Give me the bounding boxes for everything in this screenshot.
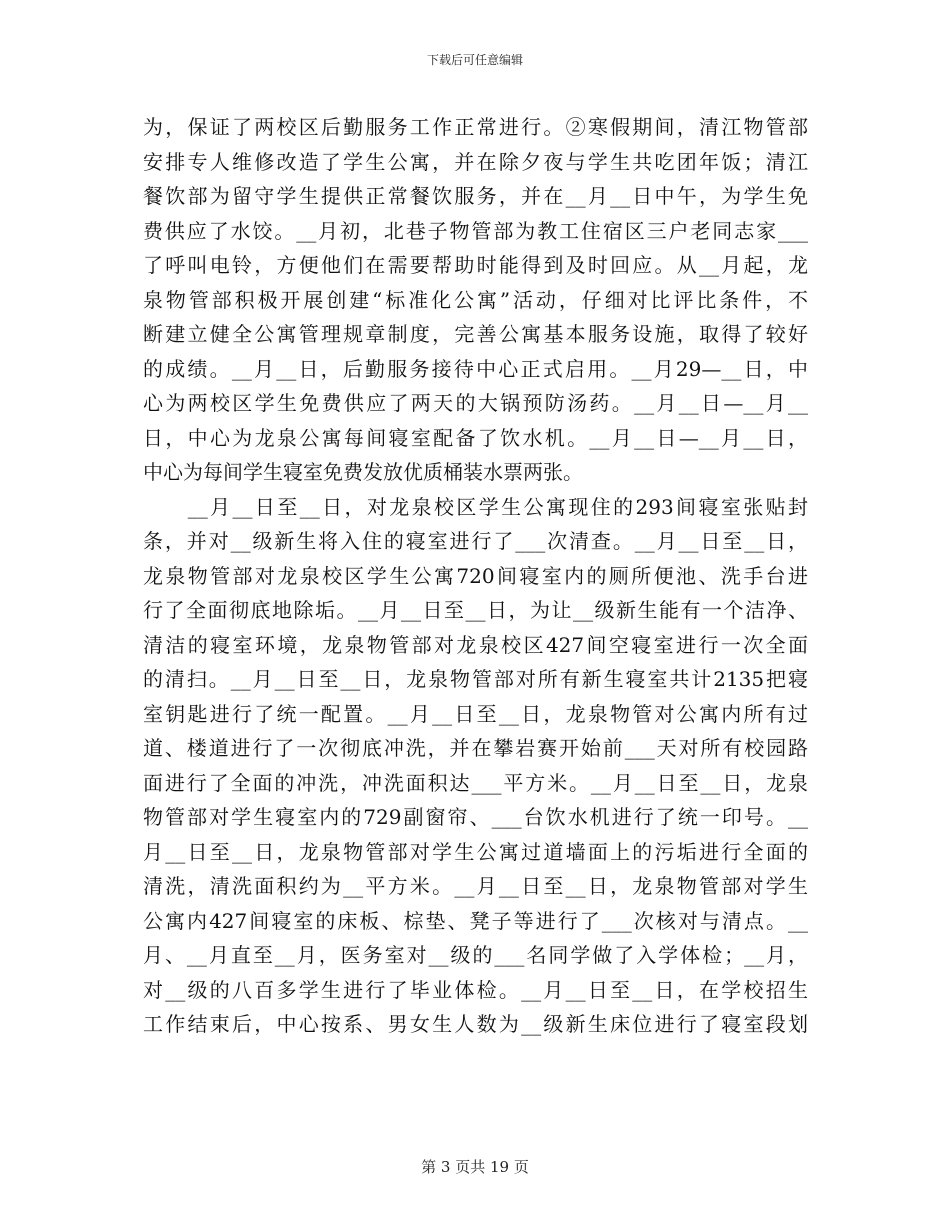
text-line: 清洗，清洗面积约为__平方米。__月__日至__日，龙泉物管部对学生 bbox=[143, 874, 808, 898]
text-line: 月、__月直至__月，医务室对__级的___名同学做了入学体检；__月， bbox=[143, 943, 808, 967]
text-line: 条，并对__级新生将入住的寝室进行了___次清查。__月__日至__日， bbox=[143, 529, 808, 553]
paragraph-1 bbox=[143, 110, 808, 490]
paragraph-2 bbox=[143, 490, 808, 1042]
text-line: 日，中心为龙泉公寓每间寝室配备了饮水机。__月__日—__月__日， bbox=[143, 425, 808, 450]
text-line: 公寓内427间寝室的床板、棕垫、凳子等进行了___次核对与清点。__ bbox=[143, 908, 808, 933]
page-header: 下载后可任意编辑 bbox=[426, 53, 523, 67]
text-line: 工作结束后，中心按系、男女生人数为__级新生床位进行了寝室段划 bbox=[143, 1012, 808, 1036]
text-line: 中心为每间学生寝室免费发放优质桶装水票两张。 bbox=[143, 460, 583, 484]
text-line: 清洁的寝室环境，龙泉物管部对龙泉校区427间空寝室进行一次全面 bbox=[143, 632, 808, 657]
text-line: 道、楼道进行了一次彻底冲洗，并在攀岩赛开始前___天对所有校园路 bbox=[143, 736, 808, 760]
text-line: 室钥匙进行了统一配置。__月__日至__日，龙泉物管对公寓内所有过 bbox=[143, 701, 808, 726]
text-line: 安排专人维修改造了学生公寓，并在除夕夜与学生共吃团年饭；清江 bbox=[143, 149, 808, 174]
text-line: 餐饮部为留守学生提供正常餐饮服务，并在__月__日中午，为学生免 bbox=[143, 184, 808, 208]
text-line: 断建立健全公寓管理规章制度，完善公寓基本服务设施，取得了较好 bbox=[143, 322, 808, 346]
text-line: 了呼叫电铃，方便他们在需要帮助时能得到及时回应。从__月起，龙 bbox=[143, 253, 808, 277]
page-number: 第 3 页共 19 页 bbox=[421, 1158, 529, 1176]
text-line: 龙泉物管部对龙泉校区学生公寓720间寝室内的厕所便池、洗手台进 bbox=[143, 563, 808, 588]
text-line: 泉物管部积极开展创建“标准化公寓”活动，仔细对比评比条件，不 bbox=[143, 287, 808, 312]
text-line: 费供应了水饺。__月初，北巷子物管部为教工住宿区三户老同志家___ bbox=[143, 218, 808, 243]
text-line: 的成绩。__月__日，后勤服务接待中心正式启用。__月29—__日，中 bbox=[143, 356, 808, 381]
text-line: 物管部对学生寝室内的729副窗帘、___台饮水机进行了统一印号。__ bbox=[143, 805, 808, 829]
text-line: 心为两校区学生免费供应了两天的大锅预防汤药。__月__日—__月__ bbox=[143, 391, 808, 415]
text-line: __月__日至__日，对龙泉校区学生公寓现住的293间寝室张贴封 bbox=[143, 494, 808, 519]
document-body bbox=[143, 110, 808, 1042]
text-line: 为，保证了两校区后勤服务工作正常进行。②寒假期间，清江物管部 bbox=[143, 115, 808, 139]
text-line: 对__级的八百多学生进行了毕业体检。__月__日至__日，在学校招生 bbox=[143, 977, 808, 1002]
text-line: 行了全面彻底地除垢。__月__日至__日，为让__级新生能有一个洁净、 bbox=[143, 598, 808, 622]
text-line: 月__日至__日，龙泉物管部对学生公寓过道墙面上的污垢进行全面的 bbox=[143, 839, 808, 864]
text-line: 面进行了全面的冲洗，冲洗面积达___平方米。__月__日至__日，龙泉 bbox=[143, 770, 808, 795]
text-line: 的清扫。__月__日至__日，龙泉物管部对所有新生寝室共计2135把寝 bbox=[143, 667, 808, 691]
